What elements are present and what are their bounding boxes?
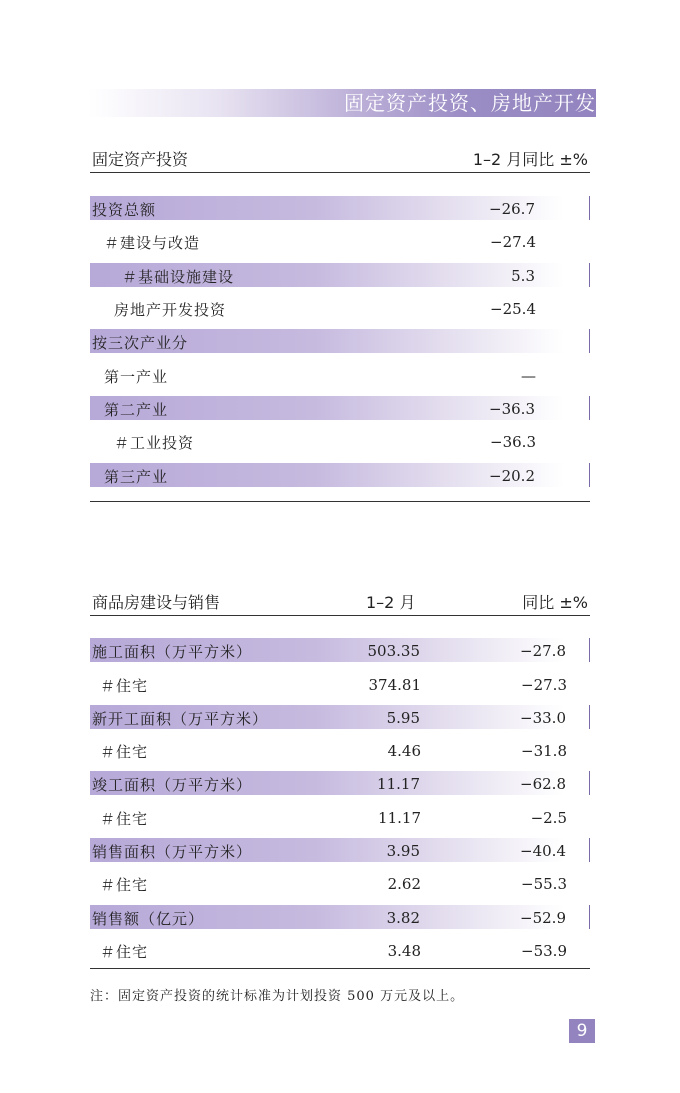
row-value: 3.95	[386, 842, 420, 860]
table-row	[90, 396, 590, 420]
row-label: 按三次产业分	[92, 334, 189, 352]
row-value: −36.3	[489, 400, 535, 418]
row-change: −55.3	[521, 875, 567, 893]
row-label: ＃住宅	[100, 943, 149, 961]
table-row	[90, 705, 590, 729]
row-change: −31.8	[521, 742, 567, 760]
real-estate-col-value1: 1–2 月	[366, 593, 416, 612]
row-value: 503.35	[367, 642, 420, 660]
table-row	[90, 805, 590, 829]
row-label: 投资总额	[92, 201, 157, 219]
row-label: 第一产业	[104, 368, 169, 386]
table-row	[90, 672, 590, 696]
row-label: 第三产业	[104, 468, 169, 486]
table-bottom-rule	[90, 968, 590, 969]
row-value: −25.4	[490, 300, 536, 318]
row-label: ＃建设与改造	[104, 234, 201, 252]
row-change: −62.8	[520, 775, 566, 793]
row-change: −2.5	[530, 809, 567, 827]
table-row	[90, 838, 590, 862]
row-label: 销售面积（万平方米）	[92, 843, 253, 861]
table-row	[90, 263, 590, 287]
row-label: 竣工面积（万平方米）	[92, 776, 253, 794]
row-change: −27.8	[520, 642, 566, 660]
row-value: −26.7	[489, 200, 535, 218]
row-label: 销售额（亿元）	[92, 910, 205, 928]
row-value: 5.95	[386, 709, 420, 727]
table-row	[90, 296, 590, 320]
row-value: −20.2	[489, 467, 535, 485]
row-change: −27.3	[521, 676, 567, 694]
row-label: ＃住宅	[100, 810, 149, 828]
table-row	[90, 771, 590, 795]
table-row	[90, 363, 590, 387]
table-row	[90, 938, 590, 962]
page-number: 9	[569, 1019, 595, 1043]
table-row	[90, 905, 590, 929]
row-value: 5.3	[511, 267, 535, 285]
fixed-asset-table-header	[90, 143, 590, 173]
table-row	[90, 429, 590, 453]
table-row	[90, 229, 590, 253]
row-label: ＃基础设施建设	[122, 268, 235, 286]
row-label: ＃住宅	[100, 876, 149, 894]
row-value: 2.62	[387, 875, 421, 893]
row-value: −36.3	[490, 433, 536, 451]
row-change: −52.9	[520, 909, 566, 927]
row-value: 11.17	[378, 809, 421, 827]
real-estate-col-value2: 同比 ±%	[522, 593, 588, 612]
page-title: 固定资产投资、房地产开发	[344, 91, 596, 115]
fixed-asset-col-value: 1–2 月同比 ±%	[472, 150, 588, 169]
row-change: −40.4	[520, 842, 566, 860]
footnote: 注：固定资产投资的统计标准为计划投资 500 万元及以上。	[90, 989, 465, 1004]
row-value: 3.82	[386, 909, 420, 927]
table-row	[90, 871, 590, 895]
row-value: −27.4	[490, 233, 536, 251]
table-bottom-rule	[90, 501, 590, 502]
table-row	[90, 638, 590, 662]
row-label: 新开工面积（万平方米）	[92, 710, 269, 728]
row-label: ＃住宅	[100, 677, 149, 695]
row-label: ＃工业投资	[114, 434, 195, 452]
row-label: 房地产开发投资	[114, 301, 227, 319]
row-label: ＃住宅	[100, 743, 149, 761]
table-row	[90, 329, 590, 353]
fixed-asset-col-label: 固定资产投资	[92, 150, 189, 169]
table-row	[90, 738, 590, 762]
row-value: 3.48	[387, 942, 421, 960]
real-estate-col-label: 商品房建设与销售	[92, 593, 221, 612]
table-row	[90, 196, 590, 220]
row-change: −53.9	[521, 942, 567, 960]
row-value: 11.17	[377, 775, 420, 793]
row-label: 第二产业	[104, 401, 169, 419]
real-estate-table-header	[90, 586, 590, 616]
table-row	[90, 463, 590, 487]
row-value: 374.81	[368, 676, 421, 694]
row-value: —	[521, 367, 536, 385]
row-change: −33.0	[520, 709, 566, 727]
row-label: 施工面积（万平方米）	[92, 643, 253, 661]
row-value: 4.46	[387, 742, 421, 760]
